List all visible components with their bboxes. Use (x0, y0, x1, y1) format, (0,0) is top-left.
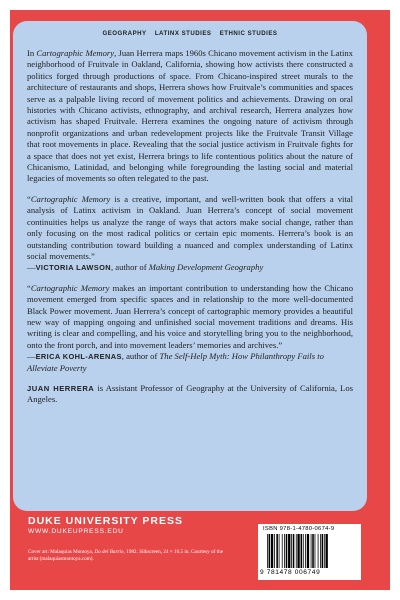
barcode-bar (303, 534, 304, 568)
author-bio-text: is Assistant Professor of Geography at the University of California, Los Angeles. (27, 382, 353, 405)
barcode-digits: 9 781478 006749 (260, 569, 321, 576)
category-label: LATINX STUDIES (154, 30, 212, 37)
description-text: , Juan Herrera maps 1960s Chicano movement activism in the Latinx neighborhood of Fruitvale in Oakland, California, showing how activists there constructed a politics forged through productions of space. From Chicano-inspired street murals to the architecture of restaurants and shops, Herrera shows how Fruitvale’s communities and spaces serve as a palpable living record of movement politics and achievements. Drawing on oral histories with Chicano activists, ethnography, and archival research, Herrera analyzes how activism has shaped Fruitvale. Herrera examines the ongoing nature of activism through nonprofit organizations and urban redevelopment projects like the Fruitvale Transit Village that root movements in place. Revealing that the social justice activism in Fruitvale fights for a space that does not yet exist, Herrera brings to life contentious politics about the nature of Chicanismo, Latinidad, and belonging while foregrounding the lasting social and material legacies of movements so often relegated to the past. (27, 48, 353, 184)
publisher-url: WWW.DUKEUPRESS.EDU (28, 528, 124, 535)
blurb-attribution (27, 262, 353, 273)
barcode-bar (274, 534, 275, 568)
book-title: Cartographic Memory (30, 193, 111, 204)
barcode-bar (288, 534, 290, 568)
barcode-bar (284, 534, 285, 568)
barcode-bar (271, 534, 273, 568)
blurb-text (27, 283, 353, 351)
blurber-book: Making Development Geography (148, 262, 264, 273)
barcode-bar (322, 534, 324, 568)
blurber-name: VICTORIA LAWSON (35, 263, 111, 273)
barcode-bar (269, 534, 271, 568)
category-label: ETHNIC STUDIES (219, 30, 278, 37)
barcode-bar (291, 534, 292, 568)
barcode-bar (315, 534, 316, 568)
barcode-bar (296, 534, 297, 568)
barcode-bar (267, 534, 268, 568)
dash: — (27, 262, 36, 273)
category-label: GEOGRAPHY (102, 30, 147, 37)
author-of: , author of (111, 262, 149, 273)
barcode-bar (307, 534, 309, 568)
barcode-bar (318, 534, 319, 568)
barcode-bar (279, 534, 280, 568)
barcode-bar (312, 534, 314, 568)
barcode-bar (297, 534, 299, 568)
open-quote: “ (27, 282, 31, 293)
barcode-bar (324, 534, 325, 568)
blurb-text (27, 194, 353, 262)
publisher-name: DUKE UNIVERSITY PRESS (28, 515, 184, 527)
blurb-body: is a creative, important, and well-written book that offers a vital analysis of Latinx activism in Oakland. Juan Herrera’s concept of social movement continuities helps us analyze the range of ways that actors make social change, rather than only focusing on the most radical politics or certain epic moments. Herrera’s book is an outstanding contribution toward building a nuanced and complex understanding of Latinx social movements.” (27, 193, 353, 261)
blurb-body: makes an important contribution to understanding how the Chicano movement emerged from specific spaces and in relationship to the more well-documented Black Power movement. Juan Herrera’s concept of cartographic memory provides a beautiful new way of mapping ongoing and unfinished social movement traditions and dreams. His writing is clear and compelling, and his voice and storytelling bring you to the neighborhood, onto the front porch, and into movement leaders’ memories and archives.” (27, 282, 353, 350)
book-title: Cartographic Memory (36, 48, 115, 58)
credit-prefix: Cover art: Malaquias Montoya, (28, 549, 95, 555)
blurber-book: The Self-Help Myth: How Philanthropy Fails to Alleviate Poverty (27, 351, 324, 373)
description-panel (13, 21, 367, 511)
author-bio (27, 383, 353, 406)
barcode-bar (301, 534, 303, 568)
blurber-name: ERICA KOHL-ARENAS (35, 352, 122, 362)
credit-text: , 1982. Silkscreen, 24 × 16.5 in. Courtesy of the artist (malaquiasmontoya.com). (28, 549, 223, 562)
subject-categories (27, 30, 353, 37)
book-description (27, 48, 353, 185)
book-title: Cartographic Memory (30, 282, 110, 293)
artwork-title: Da del Barrio (94, 549, 124, 555)
barcode-bar (286, 534, 288, 568)
barcode-bar (282, 534, 283, 568)
barcode-bar (305, 534, 306, 568)
author-of: , author of (121, 351, 160, 362)
barcode-bar (320, 534, 321, 568)
barcode-bar (326, 534, 328, 568)
dash: — (27, 351, 36, 362)
description-prefix: In (27, 48, 37, 58)
author-name: JUAN HERRERA (27, 383, 95, 393)
barcode-bar (311, 534, 312, 568)
barcode-bar (276, 534, 278, 568)
barcode-icon (267, 534, 351, 568)
isbn-label: ISBN 978-1-4780-0674-9 (263, 526, 335, 532)
barcode-bar (293, 534, 295, 568)
open-quote: “ (27, 193, 31, 204)
blurb-attribution (27, 351, 353, 374)
cover-art-credit (28, 549, 228, 563)
isbn-barcode (258, 524, 361, 580)
